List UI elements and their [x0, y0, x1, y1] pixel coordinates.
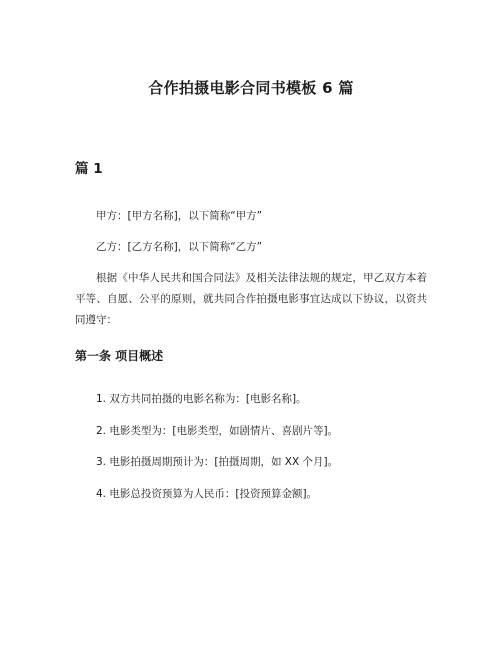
- list-item: 3. 电影拍摄周期预计为：[拍摄周期，如 XX 个月]。: [96, 456, 339, 468]
- article-heading: 第一条 项目概述: [75, 349, 164, 363]
- project-overview-list: [96, 389, 436, 515]
- party-b-paragraph: 乙方：[乙方名称]，以下简称“乙方”: [96, 241, 263, 253]
- preamble-paragraph: 根据《中华人民共和国合同法》及相关法律法规的规定，甲乙双方本着平等、自愿、公平的原则，就共同合作拍摄电影事宜达成以下协议，以资共同遵守：: [75, 272, 427, 326]
- list-item: 2. 电影类型为：[电影类型，如剧情片、喜剧片等]。: [96, 424, 339, 437]
- list-item: 1. 双方共同拍摄的电影名称为：[电影名称]。: [96, 393, 307, 405]
- document-title: 合作拍摄电影合同书模板 6 篇: [148, 79, 354, 97]
- section-heading: 篇 1: [75, 161, 103, 177]
- party-a-paragraph: 甲方：[甲方名称]，以下简称“甲方”: [96, 210, 263, 222]
- list-item: 4. 电影总投资预算为人民币：[投资预算金额]。: [96, 487, 318, 500]
